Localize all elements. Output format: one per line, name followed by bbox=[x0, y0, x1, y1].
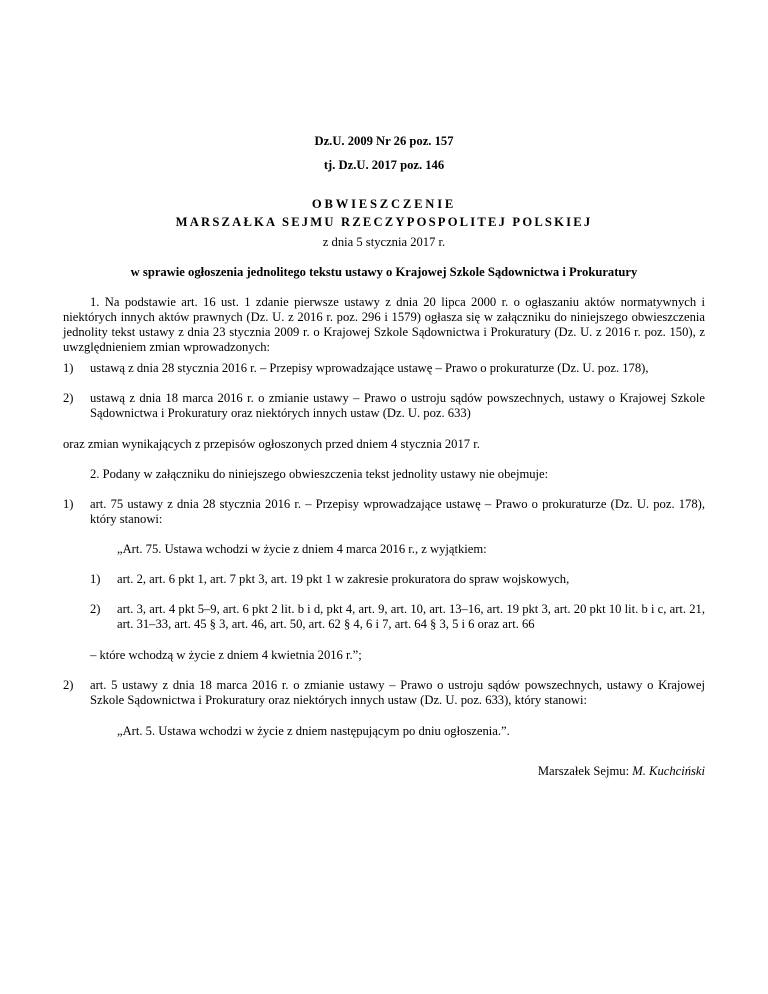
sub-item-text: art. 2, art. 6 pkt 1, art. 7 pkt 3, art. 19 pkt 1 w zakresie prokuratora do spraw wojskowych, bbox=[117, 572, 570, 586]
list-item-text: ustawą z dnia 18 marca 2016 r. o zmianie ustawy – Prawo o ustroju sądów powszechnych, ustawy o Krajowej Szkole Sądownictwa i Prokuratury oraz niektórych innych ustaw (Dz. U. poz. 633) bbox=[90, 391, 705, 420]
signature-name: M. Kuchciński bbox=[632, 764, 705, 778]
sub-item-number: 2) bbox=[90, 602, 101, 616]
quoted-closing: – które wchodzą w życie z dniem 4 kwietnia 2016 r.”; bbox=[90, 648, 362, 662]
list-item-number: 1) bbox=[63, 361, 74, 375]
document-title: OBWIESZCZENIE bbox=[311, 197, 457, 211]
section-1-intro: 1. Na podstawie art. 16 ust. 1 zdanie pierwsze ustawy z dnia 20 lipca 2000 r. o ogłaszaniu aktów normatywnych i niektórych innych aktów prawnych (Dz. U. z 2016 r. poz. 296 i 1579) ogłasza się w załączniku do niniejszego obwieszczenia jednolity tekst ustawy z dnia 23 stycznia 2009 r. o Krajowej Szkole Sądownictwa i Prokuratury (Dz. U. z 2016 r. poz. 150), z uwzględnieniem zmian wprowadzonych: bbox=[63, 295, 705, 354]
signature bbox=[538, 764, 705, 779]
consolidated-text-reference: tj. Dz.U. 2017 poz. 146 bbox=[323, 158, 445, 172]
list-item-number: 1) bbox=[63, 497, 74, 511]
document-issuer: MARSZAŁKA SEJMU RZECZYPOSPOLITEJ POLSKIEJ bbox=[175, 215, 593, 229]
sub-item-number: 1) bbox=[90, 572, 101, 586]
list-item-number: 2) bbox=[63, 678, 74, 692]
quoted-article-75: „Art. 75. Ustawa wchodzi w życie z dniem 4 marca 2016 r., z wyjątkiem: bbox=[117, 542, 487, 556]
list-item-text: art. 75 ustawy z dnia 28 stycznia 2016 r. – Przepisy wprowadzające ustawę – Prawo o prokuraturze (Dz. U. poz. 178), który stanowi: bbox=[90, 497, 705, 526]
list-item-text: art. 5 ustawy z dnia 18 marca 2016 r. o zmianie ustawy – Prawo o ustroju sądów powszechnych, ustawy o Krajowej Szkole Sądownictwa i Prokuratury oraz niektórych innych ustaw (Dz. U. poz. 633), który stanowi: bbox=[90, 678, 705, 707]
section-2-intro: 2. Podany w załączniku do niniejszego obwieszczenia tekst jednolity ustawy nie obejmuje: bbox=[90, 467, 549, 481]
document-subject: w sprawie ogłoszenia jednolitego tekstu ustawy o Krajowej Szkole Sądownictwa i Prokuratury bbox=[130, 265, 638, 279]
section-1-closing: oraz zmian wynikających z przepisów ogłoszonych przed dniem 4 stycznia 2017 r. bbox=[63, 437, 480, 451]
list-item-number: 2) bbox=[63, 391, 74, 405]
document-date: z dnia 5 stycznia 2017 r. bbox=[322, 235, 446, 249]
quoted-article-5: „Art. 5. Ustawa wchodzi w życie z dniem następującym po dniu ogłoszenia.”. bbox=[117, 724, 510, 738]
list-item-text: ustawą z dnia 28 stycznia 2016 r. – Przepisy wprowadzające ustawę – Prawo o prokuraturze (Dz. U. poz. 178), bbox=[90, 361, 649, 375]
sub-item-text: art. 3, art. 4 pkt 5–9, art. 6 pkt 2 lit. b i d, pkt 4, art. 9, art. 10, art. 13–16, art. 19 pkt 3, art. 20 pkt 10 lit. b i c, art. 21, art. 31–33, art. 45 § 3, art. 46, art. 50, art. 62 § 4, 6 i 7, art. 64 § 3, 5 i 6 oraz art. 66 bbox=[117, 602, 705, 631]
journal-reference: Dz.U. 2009 Nr 26 poz. 157 bbox=[314, 134, 454, 148]
signature-role: Marszałek Sejmu: bbox=[537, 764, 630, 778]
